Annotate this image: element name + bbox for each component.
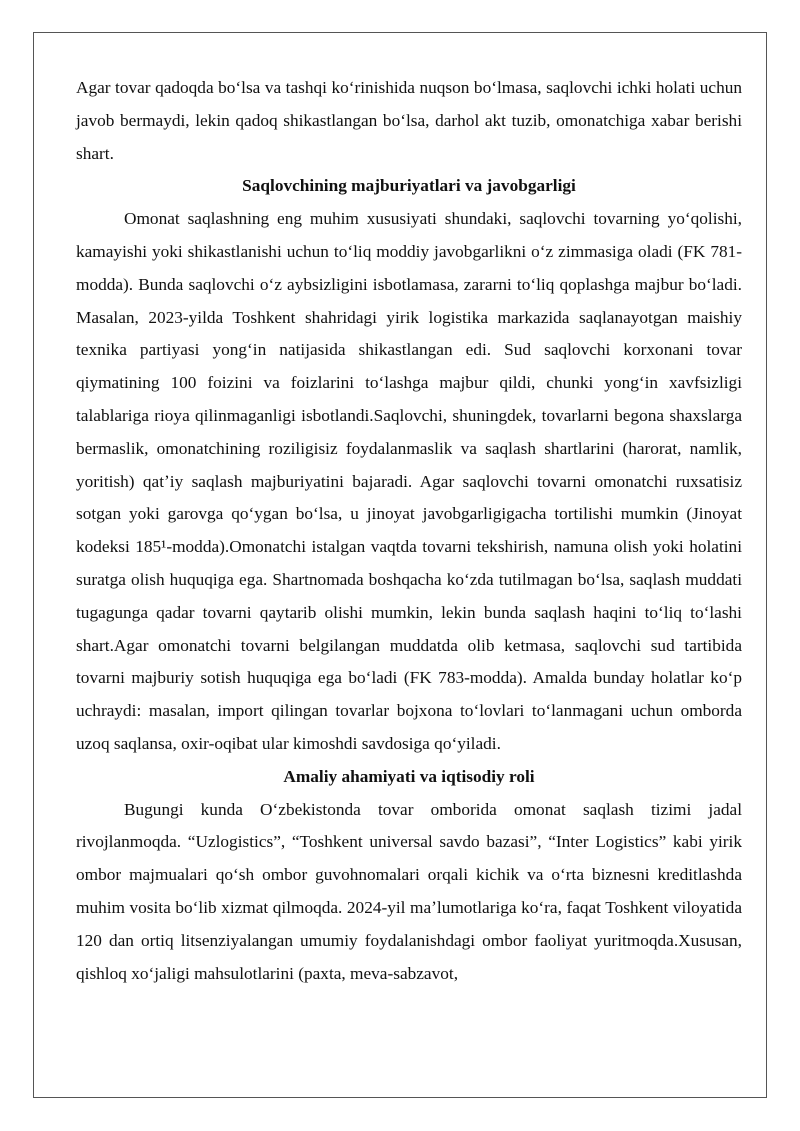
- paragraph-practical-role: Bugungi kunda Oʻzbekistonda tovar omborida omonat saqlash tizimi jadal rivojlanmoqda. “Uzlogistics”, “Toshkent universal savdo bazasi”, “Inter Logistics” kabi yirik ombor majmualari qoʻsh ombor guvohnomalari orqali kichik va oʻrta biznesni kreditlashda muhim vosita boʻlib xizmat qilmoqda. 2024-yil maʼlumotlariga koʻra, faqat Toshkent viloyatida 120 dan ortiq litsenziyalangan umumiy foydalanishdagi ombor faoliyat yuritmoqda.Xususan, qishloq xoʻjaligi mahsulotlarini (paxta, meva-sabzavot,: [76, 799, 742, 983]
- paragraph-obligations: Omonat saqlashning eng muhim xususiyati shundaki, saqlovchi tovarning yoʻqolishi, kamayishi yoki shikastlanishi uchun toʻliq moddiy javobgarlikni oʻz zimmasiga oladi (FK 781-modda). Bunda saqlovchi oʻz aybsizligini isbotlamasa, zararni toʻliq qoplashga majbur boʻladi. Masalan, 2023-yilda Toshkent shahridagi yirik logistika markazida saqlanayotgan maishiy texnika partiyasi yongʻin natijasida shikastlangan edi. Sud saqlovchi korxonani tovar qiymatining 100 foizini va foizlarini toʻlashga majbur qildi, chunki yongʻin xavfsizligi talablariga rioya qilinmaganligi isbotlandi.Saqlovchi, shuningdek, tovarlarni begona shaxslarga bermaslik, omonatchining roziligisiz foydalanmaslik va saqlash shartlarini (harorat, namlik, yoritish) qatʼiy saqlash majburiyatini bajaradi. Agar saqlovchi tovarni omonatchi ruxsatisiz sotgan yoki garovga qoʻygan boʻlsa, u jinoyat javobgarligigacha tortilishi mumkin (Jinoyat kodeksi 185¹-modda).Omonatchi istalgan vaqtda tovarni tekshirish, namuna olish yoki holatini suratga olish huquqiga ega. Shartnomada boshqacha koʻzda tutilmagan boʻlsa, saqlash muddati tugagunga qadar tovarni qaytarib olishi mumkin, lekin bunda saqlash haqini toʻliq toʻlashi shart.Agar omonatchi tovarni belgilangan muddatda olib ketmasa, saqlovchi sud tartibida tovarni majburiy sotish huquqiga ega boʻladi (FK 783-modda). Amalda bunday holatlar koʻp uchraydi: masalan, import qilingan tovarlar bojxona toʻlovlari toʻlanmagani uchun omborda uzoq saqlansa, oxir-oqibat ular kimoshdi savdosiga qoʻyiladi.: [76, 209, 742, 753]
- section-heading-practical-role: Amaliy ahamiyati va iqtisodiy roli: [283, 766, 535, 786]
- section-heading-obligations: Saqlovchining majburiyatlari va javobgarligi: [242, 176, 576, 196]
- document-body: [76, 72, 742, 990]
- paragraph-packaging: Agar tovar qadoqda boʻlsa va tashqi koʻrinishida nuqson boʻlmasa, saqlovchi ichki holati uchun javob bermaydi, lekin qadoq shikastlangan boʻlsa, darhol akt tuzib, omonatchiga xabar berishi shart.: [76, 78, 742, 163]
